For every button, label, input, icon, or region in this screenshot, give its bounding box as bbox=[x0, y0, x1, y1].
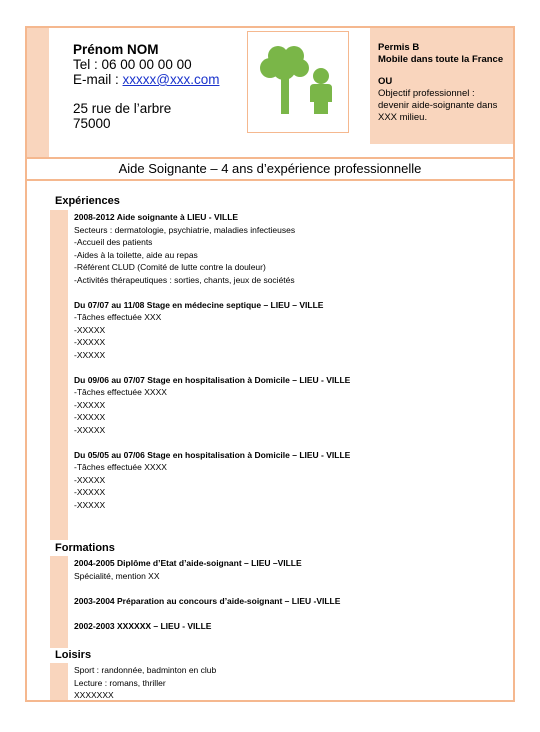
formation-line: Spécialité, mention XX bbox=[74, 570, 160, 581]
experience-line: -XXXXX bbox=[74, 337, 106, 347]
tree-person-icon bbox=[248, 32, 348, 132]
objective-line-1: Objectif professionnel : bbox=[378, 88, 475, 99]
experience-line: -Tâches effectuée XXXX bbox=[74, 462, 167, 472]
experience-line: -Accueil des patients bbox=[74, 237, 153, 247]
logo-box bbox=[247, 31, 349, 133]
candidate-name: Prénom NOM bbox=[73, 42, 159, 57]
email-label: E-mail : bbox=[73, 72, 123, 87]
experience-title: Du 07/07 au 11/08 Stage en médecine septique – LIEU – VILLE bbox=[74, 299, 324, 310]
experience-item bbox=[74, 374, 350, 437]
experience-title: Du 09/06 au 07/07 Stage en hospitalisation à Domicile – LIEU - VILLE bbox=[74, 374, 351, 385]
experiences-list bbox=[74, 211, 350, 524]
formation-title: 2004-2005 Diplôme d’Etat d’aide-soignant – LIEU –VILLE bbox=[74, 558, 302, 568]
experience-item bbox=[74, 211, 350, 286]
experiences-accent-bar bbox=[50, 210, 68, 540]
address-line-1: 25 rue de l’arbre bbox=[73, 101, 172, 116]
section-title-formations: Formations bbox=[55, 542, 115, 554]
address-line-2: 75000 bbox=[73, 116, 111, 131]
experience-line: -XXXXX bbox=[74, 324, 106, 335]
loisirs-accent-bar bbox=[50, 663, 68, 700]
license: Permis B bbox=[378, 42, 420, 53]
experience-line: -XXXXX bbox=[74, 349, 106, 360]
email-line bbox=[73, 72, 219, 87]
experience-line: -Référent CLUD (Comité de lutte contre la douleur) bbox=[74, 262, 266, 272]
objective-line-2: devenir aide-soignante dans bbox=[378, 100, 498, 111]
loisir-line: Lecture : romans, thriller bbox=[74, 677, 166, 688]
email-link[interactable]: xxxxx@xxx.com bbox=[122, 72, 220, 87]
formations-accent-bar bbox=[50, 556, 68, 648]
formation-title: 2003-2004 Préparation au concours d’aide-soignant – LIEU -VILLE bbox=[74, 595, 341, 606]
formation-item bbox=[74, 595, 340, 608]
experience-title: 2008-2012 Aide soignante à LIEU - VILLE bbox=[74, 212, 239, 222]
experience-line: -XXXXX bbox=[74, 424, 106, 435]
formation-title: 2002-2003 XXXXXX – LIEU - VILLE bbox=[74, 620, 212, 631]
section-title-loisirs: Loisirs bbox=[55, 649, 92, 661]
experience-line: -Tâches effectuée XXXX bbox=[74, 387, 167, 397]
header-accent-bar bbox=[27, 28, 49, 157]
phone: Tel : 06 00 00 00 00 bbox=[73, 57, 192, 72]
cv-title: Aide Soignante – 4 ans d’expérience professionnelle bbox=[27, 157, 513, 181]
experience-item bbox=[74, 449, 350, 512]
info-box bbox=[370, 28, 513, 144]
experience-line: Secteurs : dermatologie, psychiatrie, maladies infectieuses bbox=[74, 224, 296, 235]
experience-line: -XXXXX bbox=[74, 487, 106, 497]
experience-item bbox=[74, 299, 350, 362]
loisir-line: XXXXXXX bbox=[74, 690, 114, 700]
or-label: OU bbox=[378, 76, 393, 87]
loisir-line: Sport : randonnée, badminton en club bbox=[74, 665, 217, 675]
loisirs-list bbox=[74, 664, 216, 702]
experience-title: Du 05/05 au 07/06 Stage en hospitalisation à Domicile – LIEU - VILLE bbox=[74, 449, 351, 460]
section-title-experiences: Expériences bbox=[55, 195, 120, 207]
experience-line: -XXXXX bbox=[74, 399, 106, 410]
experience-line: -Tâches effectuée XXX bbox=[74, 312, 162, 322]
experience-line: -XXXXX bbox=[74, 412, 106, 422]
formation-item bbox=[74, 557, 340, 582]
mobility: Mobile dans toute la France bbox=[378, 54, 504, 65]
objective-line-3: XXX milieu. bbox=[378, 112, 428, 123]
experience-line: -Aides à la toilette, aide au repas bbox=[74, 249, 198, 260]
experience-line: -XXXXX bbox=[74, 499, 106, 510]
experience-line: -Activités thérapeutiques : sorties, chants, jeux de sociétés bbox=[74, 274, 295, 285]
formations-list bbox=[74, 557, 340, 645]
experience-line: -XXXXX bbox=[74, 474, 106, 485]
contact-block bbox=[73, 42, 219, 131]
formation-item bbox=[74, 620, 340, 633]
